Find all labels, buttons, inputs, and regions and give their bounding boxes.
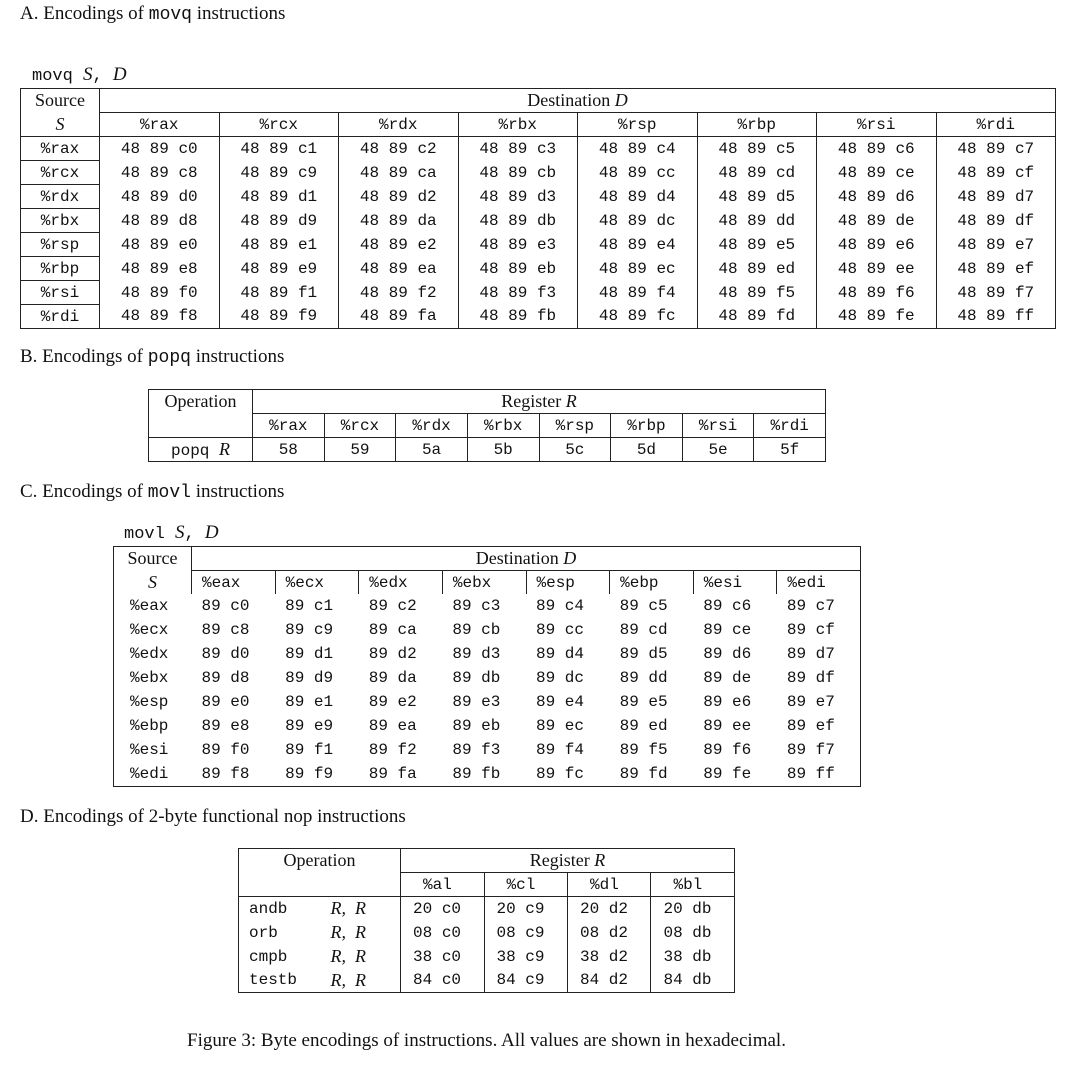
movl-cell: 89 e2	[368, 693, 417, 711]
movl-cell: 89 dc	[536, 669, 585, 687]
movq-row	[21, 233, 1056, 257]
section-a-title-code: movq	[148, 5, 192, 25]
movl-cell: 89 ef	[786, 717, 835, 735]
movl-cell: 89 fd	[619, 764, 668, 783]
movq-col-header: %rbx	[458, 113, 578, 137]
nop-op-name: cmpb	[249, 947, 288, 966]
movl-cell: 89 c5	[619, 597, 668, 615]
movq-cell: 48 89 fb	[458, 305, 578, 329]
movq-cell: 48 89 cd	[697, 161, 817, 185]
popq-op-cell	[149, 438, 253, 462]
movl-cell: 89 eb	[452, 717, 501, 735]
movl-cell: 89 ce	[703, 621, 752, 639]
movl-col-header: %edx	[359, 571, 443, 595]
section-a-title-text: A. Encodings of	[20, 3, 149, 24]
nop-col-header: %dl	[567, 873, 650, 897]
movq-cell: 48 89 ff	[936, 305, 1056, 329]
movl-row-reg: %ecx	[130, 621, 169, 639]
movq-cell: 48 89 f4	[578, 281, 698, 305]
movl-dest-sym: D	[563, 548, 577, 568]
movl-cell: 89 ca	[368, 621, 417, 639]
movq-cell: 48 89 d1	[219, 185, 339, 209]
movq-cell: 48 89 cc	[578, 161, 698, 185]
movl-cell: 89 cd	[619, 621, 668, 639]
movq-cell: 48 89 d6	[817, 185, 937, 209]
section-c-title-suffix: instructions	[190, 481, 285, 502]
nop-col-header: %cl	[484, 873, 567, 897]
section-b-title-code: popq	[147, 348, 191, 368]
movl-cell: 89 f3	[452, 741, 501, 759]
movq-row	[21, 209, 1056, 233]
movq-cell: 48 89 ea	[339, 257, 459, 281]
movq-cell: 48 89 e8	[100, 257, 220, 281]
nop-cell: 84 c9	[484, 969, 567, 993]
movq-cell: 48 89 f8	[100, 305, 220, 329]
movl-col-header: %ebx	[442, 571, 526, 595]
popq-op-sym: R	[219, 439, 230, 459]
movl-table	[113, 546, 861, 787]
movl-row-reg: %edx	[130, 645, 169, 663]
section-a-title	[20, 3, 285, 25]
nop-header-row-2	[239, 873, 735, 897]
nop-row	[239, 969, 735, 993]
movl-cell: 89 e0	[201, 693, 250, 711]
movq-row-reg: %rbx	[21, 209, 100, 233]
movl-cell: 89 dd	[619, 669, 668, 687]
movq-cell: 48 89 d7	[936, 185, 1056, 209]
movl-cell: 89 e1	[285, 693, 334, 711]
movl-cell: 89 d3	[452, 645, 501, 663]
nop-register-label	[401, 849, 735, 873]
nop-empty-cell	[239, 873, 401, 897]
movl-cell: 89 d2	[368, 645, 417, 663]
nop-col-header: %al	[401, 873, 484, 897]
nop-cell: 84 d2	[567, 969, 650, 993]
movq-cell: 48 89 f0	[100, 281, 220, 305]
movl-cell: 89 f1	[285, 741, 334, 759]
popq-col-header: %rdx	[396, 414, 468, 438]
movq-row-reg: %rdi	[21, 305, 100, 329]
movl-row	[114, 762, 861, 786]
section-a-title-suffix: instructions	[191, 3, 286, 24]
movq-cell: 48 89 ec	[578, 257, 698, 281]
popq-cell: 5b	[467, 438, 539, 462]
movl-row-reg: %eax	[130, 597, 169, 615]
movl-row	[114, 594, 861, 618]
movl-col-header: %ebp	[610, 571, 694, 595]
nop-cell: 20 d2	[567, 897, 650, 921]
movl-cell: 89 fe	[703, 764, 752, 783]
movl-cell: 89 fb	[452, 764, 501, 783]
movl-cell: 89 cc	[536, 621, 585, 639]
movq-cell: 48 89 df	[936, 209, 1056, 233]
movq-cell: 48 89 c9	[219, 161, 339, 185]
movl-cell: 89 e9	[285, 717, 334, 735]
movl-cell: 89 cf	[786, 621, 835, 639]
popq-empty-cell	[149, 414, 253, 438]
movq-cell: 48 89 d4	[578, 185, 698, 209]
movq-cell: 48 89 c2	[339, 137, 459, 161]
figure-caption: Figure 3: Byte encodings of instructions. All values are shown in hexadecimal.	[187, 1030, 786, 1051]
movq-cell: 48 89 ca	[339, 161, 459, 185]
movq-col-header: %rsi	[817, 113, 937, 137]
popq-cell: 5f	[754, 438, 826, 462]
movq-col-header: %rcx	[219, 113, 339, 137]
nop-header-row-1	[239, 849, 735, 873]
movl-cell: 89 f7	[786, 741, 835, 759]
movq-cell: 48 89 eb	[458, 257, 578, 281]
movq-col-header: %rbp	[697, 113, 817, 137]
movq-row	[21, 257, 1056, 281]
movl-cell: 89 d1	[285, 645, 334, 663]
movl-cell: 89 d0	[201, 645, 250, 663]
movq-source-label: Source	[35, 90, 85, 111]
movl-cell: 89 f5	[619, 741, 668, 759]
popq-col-header: %rsi	[682, 414, 754, 438]
movq-dest-label	[100, 89, 1056, 113]
nop-cell: 38 db	[651, 945, 735, 969]
movq-cell: 48 89 c0	[100, 137, 220, 161]
movq-syntax-s: S	[83, 64, 93, 85]
movq-cell: 48 89 e9	[219, 257, 339, 281]
popq-data-row	[149, 438, 826, 462]
nop-cell: 84 c0	[401, 969, 484, 993]
movq-cell: 48 89 d2	[339, 185, 459, 209]
popq-cell: 5c	[539, 438, 611, 462]
section-c-title-code: movl	[147, 483, 191, 503]
movq-cell: 48 89 d9	[219, 209, 339, 233]
movq-cell: 48 89 d3	[458, 185, 578, 209]
movl-cell: 89 f2	[368, 741, 417, 759]
movq-syntax-d: D	[112, 64, 127, 85]
popq-header-row-2	[149, 414, 826, 438]
movq-row	[21, 281, 1056, 305]
popq-col-header: %rbx	[467, 414, 539, 438]
nop-cell: 20 db	[651, 897, 735, 921]
movl-syntax	[124, 522, 219, 544]
popq-register-label-text: Register	[501, 391, 566, 411]
movq-cell: 48 89 ef	[936, 257, 1056, 281]
movq-col-header: %rsp	[578, 113, 698, 137]
movq-cell: 48 89 da	[339, 209, 459, 233]
movl-cell: 89 e6	[703, 693, 752, 711]
movq-cell: 48 89 f2	[339, 281, 459, 305]
movq-cell: 48 89 c6	[817, 137, 937, 161]
movl-cell: 89 fc	[536, 764, 585, 783]
movl-row	[114, 690, 861, 714]
movl-cell: 89 e4	[536, 693, 585, 711]
movl-cell: 89 f8	[201, 764, 250, 783]
nop-cell: 38 c0	[401, 945, 484, 969]
movl-row-reg: %ebx	[130, 669, 169, 687]
movq-header-row-2	[21, 113, 1056, 137]
movq-cell: 48 89 e3	[458, 233, 578, 257]
movq-cell: 48 89 dd	[697, 209, 817, 233]
movq-syntax-code: movq	[32, 67, 84, 86]
popq-cell: 5a	[396, 438, 468, 462]
movq-row-reg: %rsp	[21, 233, 100, 257]
movq-header-row-1	[21, 89, 1056, 113]
movl-cell: 89 c2	[368, 597, 417, 615]
popq-register-label	[253, 390, 826, 414]
movq-table	[20, 88, 1056, 329]
movl-cell: 89 c3	[452, 597, 501, 615]
movq-source-sym-text: S	[55, 113, 65, 134]
section-c-title	[20, 481, 284, 503]
movq-cell: 48 89 c8	[100, 161, 220, 185]
movq-syntax	[32, 64, 127, 86]
nop-cell: 08 c0	[401, 921, 484, 945]
movq-cell: 48 89 c4	[578, 137, 698, 161]
movq-cell: 48 89 ed	[697, 257, 817, 281]
movq-row-reg: %rax	[21, 137, 100, 161]
popq-col-header: %rcx	[324, 414, 396, 438]
section-b-title-suffix: instructions	[190, 346, 285, 367]
nop-op-args: R, R	[330, 946, 366, 966]
movl-row-reg: %edi	[130, 764, 169, 783]
movl-col-header: %ecx	[275, 571, 359, 595]
movq-cell: 48 89 f9	[219, 305, 339, 329]
nop-op-args: R, R	[330, 969, 366, 990]
movq-cell: 48 89 e7	[936, 233, 1056, 257]
movl-cell: 89 d8	[201, 669, 250, 687]
popq-operation-label: Operation	[164, 391, 237, 412]
movq-row-reg: %rcx	[21, 161, 100, 185]
movl-source-sym	[114, 571, 192, 595]
movq-syntax-comma: ,	[92, 67, 113, 86]
movl-syntax-d: D	[204, 522, 219, 543]
movq-cell: 48 89 db	[458, 209, 578, 233]
movq-row-reg: %rsi	[21, 281, 100, 305]
movl-cell: 89 de	[703, 669, 752, 687]
popq-col-header: %rax	[253, 414, 325, 438]
movl-cell: 89 cb	[452, 621, 501, 639]
movq-cell: 48 89 c3	[458, 137, 578, 161]
movq-cell: 48 89 dc	[578, 209, 698, 233]
movq-row	[21, 185, 1056, 209]
nop-col-header: %bl	[651, 873, 735, 897]
movl-syntax-comma: ,	[184, 525, 205, 544]
movl-cell: 89 d9	[285, 669, 334, 687]
movl-row-reg: %esp	[130, 693, 169, 711]
movl-header-row-1	[114, 547, 861, 571]
nop-register-sym: R	[594, 850, 606, 870]
nop-op-args: R, R	[330, 922, 366, 942]
movl-cell: 89 d7	[786, 645, 835, 663]
movq-cell: 48 89 f7	[936, 281, 1056, 305]
movl-source-label: Source	[127, 548, 178, 569]
movl-cell: 89 c4	[536, 597, 585, 615]
movl-col-header: %esp	[526, 571, 610, 595]
movl-col-header: %esi	[693, 571, 777, 595]
movq-cell: 48 89 d8	[100, 209, 220, 233]
movl-cell: 89 ea	[368, 717, 417, 735]
nop-cell: 20 c0	[401, 897, 484, 921]
movq-cell: 48 89 e4	[578, 233, 698, 257]
movq-col-header: %rdx	[339, 113, 459, 137]
movq-cell: 48 89 c1	[219, 137, 339, 161]
movl-cell: 89 c6	[703, 597, 752, 615]
movq-col-header: %rdi	[936, 113, 1056, 137]
nop-operation-label: Operation	[283, 850, 356, 871]
nop-cell: 84 db	[651, 969, 735, 993]
movq-cell: 48 89 fe	[817, 305, 937, 329]
nop-cell: 38 d2	[567, 945, 650, 969]
movq-cell: 48 89 cf	[936, 161, 1056, 185]
movl-cell: 89 f9	[285, 764, 334, 783]
movl-cell: 89 c8	[201, 621, 250, 639]
section-d-title: D. Encodings of 2-byte functional nop instructions	[20, 806, 406, 827]
movq-col-header: %rax	[100, 113, 220, 137]
nop-op-name: orb	[249, 923, 278, 942]
movl-dest-label	[192, 547, 861, 571]
movl-row	[114, 642, 861, 666]
popq-header-row-1	[149, 390, 826, 414]
movq-cell: 48 89 f1	[219, 281, 339, 305]
movl-cell: 89 f4	[536, 741, 585, 759]
movq-cell: 48 89 e1	[219, 233, 339, 257]
movl-cell: 89 ec	[536, 717, 585, 735]
nop-cell: 20 c9	[484, 897, 567, 921]
movl-row	[114, 618, 861, 642]
movl-row	[114, 666, 861, 690]
movq-cell: 48 89 ee	[817, 257, 937, 281]
movl-dest-label-text: Destination	[475, 548, 564, 568]
movl-cell: 89 f0	[201, 741, 250, 759]
popq-cell: 5d	[611, 438, 683, 462]
movl-row-reg: %esi	[130, 741, 169, 759]
nop-cell: 08 c9	[484, 921, 567, 945]
movl-syntax-s: S	[175, 522, 185, 543]
movl-cell: 89 e7	[786, 693, 835, 711]
nop-op-name: andb	[239, 897, 327, 921]
movq-cell: 48 89 c5	[697, 137, 817, 161]
movl-cell: 89 c9	[285, 621, 334, 639]
popq-cell: 5e	[682, 438, 754, 462]
movq-dest-label-text: Destination	[527, 90, 615, 110]
popq-op-code: popq	[170, 442, 219, 460]
nop-register-label-text: Register	[529, 850, 595, 870]
movl-source-sym-text: S	[148, 571, 157, 592]
movl-cell: 89 d5	[619, 645, 668, 663]
movl-cell: 89 f6	[703, 741, 752, 759]
movq-row-reg: %rdx	[21, 185, 100, 209]
popq-table	[148, 389, 826, 462]
popq-register-sym: R	[565, 391, 577, 411]
nop-row	[239, 945, 735, 969]
movq-cell: 48 89 d0	[100, 185, 220, 209]
nop-op-name: testb	[249, 971, 298, 990]
movq-cell: 48 89 de	[817, 209, 937, 233]
movq-row-reg: %rbp	[21, 257, 100, 281]
nop-cell: 08 d2	[567, 921, 650, 945]
movq-cell: 48 89 d5	[697, 185, 817, 209]
nop-row	[239, 897, 735, 921]
popq-cell: 58	[253, 438, 325, 462]
movl-cell: 89 e3	[452, 693, 501, 711]
section-c-title-text: C. Encodings of	[20, 481, 148, 502]
nop-cell: 38 c9	[484, 945, 567, 969]
movl-cell: 89 da	[368, 669, 417, 687]
movl-row	[114, 738, 861, 762]
section-b-title	[20, 346, 284, 368]
movl-header-row-2	[114, 571, 861, 595]
movl-cell: 89 ff	[786, 764, 835, 783]
movq-row	[21, 161, 1056, 185]
popq-col-header: %rbp	[611, 414, 683, 438]
movl-row-reg: %ebp	[130, 717, 169, 735]
movl-col-header: %eax	[192, 571, 276, 595]
movl-cell: 89 c7	[786, 597, 835, 615]
movq-cell: 48 89 e2	[339, 233, 459, 257]
movl-row	[114, 714, 861, 738]
movl-cell: 89 d4	[536, 645, 585, 663]
movq-source-sym	[21, 113, 100, 137]
movq-cell: 48 89 fd	[697, 305, 817, 329]
movq-cell: 48 89 e0	[100, 233, 220, 257]
movq-row	[21, 137, 1056, 161]
nop-table	[238, 848, 735, 993]
movl-cell: 89 d6	[703, 645, 752, 663]
movl-syntax-code: movl	[124, 525, 176, 544]
movl-cell: 89 c0	[201, 597, 250, 615]
movq-cell: 48 89 f5	[697, 281, 817, 305]
movl-cell: 89 e5	[619, 693, 668, 711]
movl-cell: 89 e8	[201, 717, 250, 735]
movq-cell: 48 89 ce	[817, 161, 937, 185]
movq-cell: 48 89 c7	[936, 137, 1056, 161]
movl-cell: 89 c1	[285, 597, 334, 615]
popq-col-header: %rdi	[754, 414, 826, 438]
movq-cell: 48 89 f6	[817, 281, 937, 305]
popq-col-header: %rsp	[539, 414, 611, 438]
movq-cell: 48 89 fa	[339, 305, 459, 329]
movl-cell: 89 ed	[619, 717, 668, 735]
movl-col-header: %edi	[777, 571, 861, 595]
movl-cell: 89 df	[786, 669, 835, 687]
nop-row	[239, 921, 735, 945]
nop-cell: 08 db	[651, 921, 735, 945]
movq-cell: 48 89 e5	[697, 233, 817, 257]
movq-cell: 48 89 f3	[458, 281, 578, 305]
section-b-title-text: B. Encodings of	[20, 346, 148, 367]
movq-dest-sym: D	[614, 90, 628, 110]
movq-cell: 48 89 e6	[817, 233, 937, 257]
movl-cell: 89 db	[452, 669, 501, 687]
popq-cell: 59	[324, 438, 396, 462]
movq-row	[21, 305, 1056, 329]
movl-cell: 89 ee	[703, 717, 752, 735]
movl-cell: 89 fa	[368, 764, 417, 783]
movq-cell: 48 89 fc	[578, 305, 698, 329]
nop-op-args: R, R	[327, 897, 401, 921]
movq-cell: 48 89 cb	[458, 161, 578, 185]
